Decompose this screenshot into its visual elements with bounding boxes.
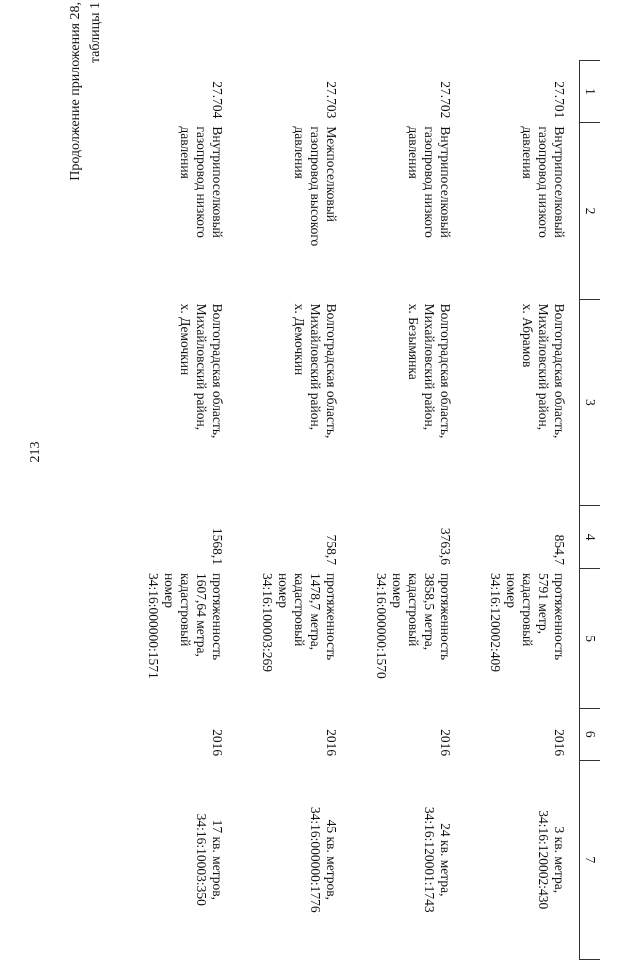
table-row [237, 61, 351, 960]
cell-description: протяженность 1478,7 метра, кадастровый номер 34:16:100003:269 [260, 572, 339, 672]
cell-number: 27.702 [438, 81, 453, 119]
column-header-1: 1 [580, 61, 601, 123]
table-row [465, 61, 580, 960]
cell-object-name: Внутрипоселковый газопровод низкого давления [178, 126, 225, 238]
cell-address: Волгоградская область, Михайловский район, х. Демочкин [292, 303, 339, 439]
column-header-6: 6 [580, 708, 601, 760]
cell-year: 2016 [552, 729, 567, 757]
continuation-line-1: Продолжение приложения 28, [68, 2, 83, 181]
column-header-5: 5 [580, 569, 601, 708]
cell-description: протяженность 5791 метр, кадастровый номер 34:16:120002:409 [488, 572, 567, 672]
continuation-line-2: таблицы 1 [88, 2, 103, 64]
cell-land-plot: 24 кв. метра, 34:16:120001:1743 [422, 806, 453, 913]
cell-year: 2016 [210, 729, 225, 757]
cell-land-plot: 45 кв. метров, 34:16:000000:1776 [308, 806, 339, 913]
cell-land-plot: 3 кв. метра, 34:16:120002:430 [536, 810, 567, 910]
cell-land-plot: 17 кв. метров, 34:16:10003:350 [194, 813, 225, 906]
cell-value: 854,7 [552, 534, 567, 565]
appendix-table [123, 60, 600, 960]
cell-value: 758,7 [324, 534, 339, 565]
cell-address: Волгоградская область, Михайловский район, х. Демочкин [178, 303, 225, 439]
appendix-table-container [120, 60, 600, 960]
cell-description: протяженность 1607,64 метра, кадастровый номер 34:16:000000:1571 [146, 572, 225, 679]
cell-value: 1568,1 [210, 527, 225, 565]
cell-object-name: Внутрипоселковый газопровод низкого давления [520, 126, 567, 238]
cell-address: Волгоградская область, Михайловский район, х. Безымянка [406, 303, 453, 439]
cell-address: Волгоградская область, Михайловский район, х. Абрамов [520, 303, 567, 439]
table-row [123, 61, 237, 960]
cell-object-name: Межпоселковый газопровод высокого давления [292, 126, 339, 247]
column-header-2: 2 [580, 122, 601, 299]
cell-number: 27.704 [210, 81, 225, 119]
cell-value: 3763,6 [438, 527, 453, 565]
continuation-note [66, 2, 106, 302]
cell-year: 2016 [324, 729, 339, 757]
column-header-3: 3 [580, 300, 601, 506]
cell-number: 27.701 [552, 81, 567, 119]
table-row [351, 61, 465, 960]
page-number: 213 [28, 441, 43, 463]
cell-year: 2016 [438, 729, 453, 757]
cell-description: протяженность 3858,5 метра, кадастровый номер 34:16:000000:1570 [374, 572, 453, 679]
cell-number: 27.703 [324, 81, 339, 119]
column-header-4: 4 [580, 505, 601, 569]
cell-object-name: Внутрипоселковый газопровод низкого давления [406, 126, 453, 238]
table-header-row [580, 61, 601, 960]
column-header-7: 7 [580, 760, 601, 959]
